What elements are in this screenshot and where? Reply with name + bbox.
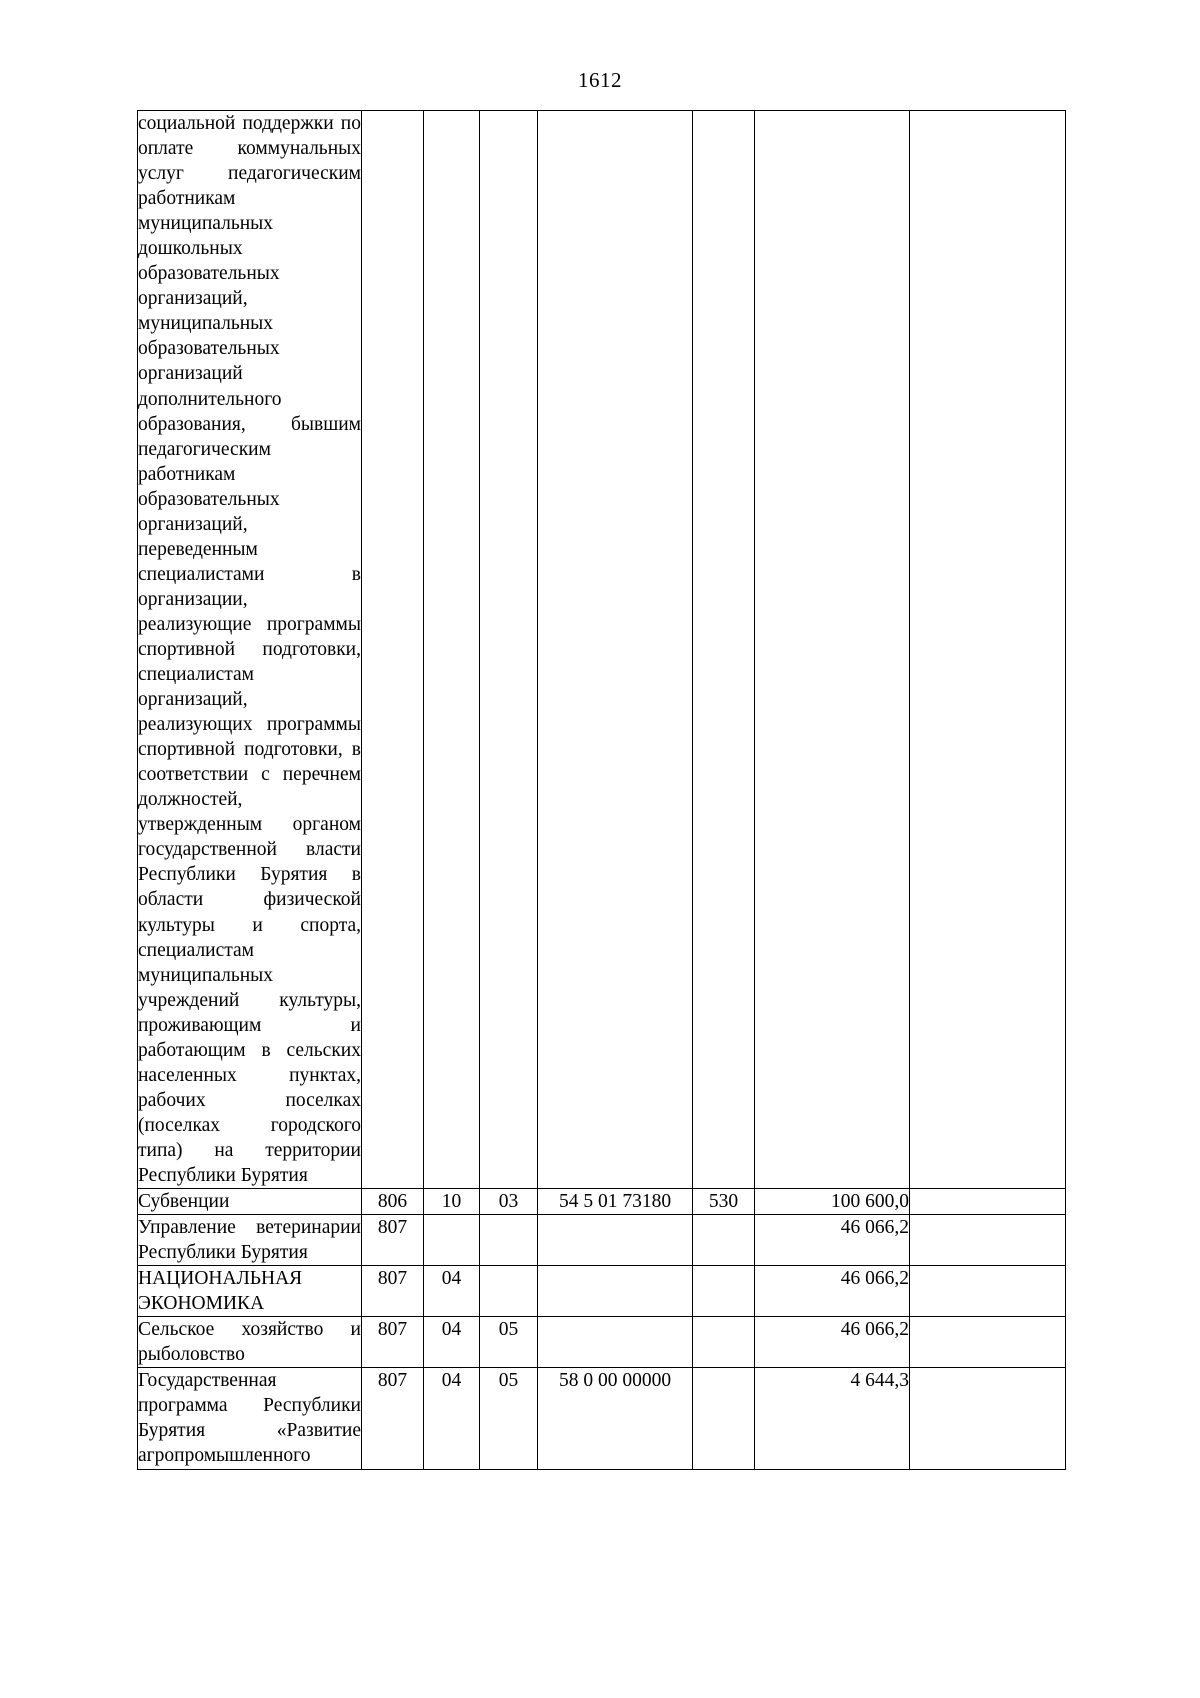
cell-sum <box>755 111 910 1189</box>
cell-razdel: 10 <box>424 1189 480 1215</box>
page-number: 1612 <box>578 68 622 92</box>
row-name: НАЦИОНАЛЬНАЯ ЭКОНОМИКА <box>138 1266 362 1317</box>
table-row <box>138 1215 1066 1266</box>
cell-vid <box>693 111 755 1189</box>
cell-vedom <box>362 111 424 1189</box>
cell-podrazdel <box>480 111 538 1189</box>
cell-razdel: 04 <box>424 1266 480 1317</box>
cell-razdel <box>424 111 480 1189</box>
cell-vid <box>693 1317 755 1368</box>
budget-table <box>137 110 1066 1470</box>
cell-razdel <box>424 1215 480 1266</box>
table-row <box>138 1317 1066 1368</box>
row-name-text: социальной поддержки по оплате коммунальных услуг педагогическим работникам муниципальных дошкольных образовательных организаций, муниципальных образовательных организаций дополнительного образования, бывшим педагогическим работникам образовательных организаций, переведенным специалистами в организации, реализующие программы спортивной подготовки, специалистам организаций, реализующих программы спортивной подготовки, в соответствии с перечнем должностей, утвержденным органом государственной власти Республики Бурятия в области физической культуры и спорта, специалистам муниципальных учреждений культуры, проживающим и работающим в сельских населенных пунктах, рабочих поселках (поселках городского типа) на территории Республики Бурятия <box>138 113 361 1186</box>
table-row <box>138 111 1066 1189</box>
cell-vedom: 807 <box>362 1215 424 1266</box>
cell-sum: 100 600,0 <box>755 1189 910 1215</box>
cell-target <box>538 1317 693 1368</box>
cell-vid <box>693 1215 755 1266</box>
cell-vid <box>693 1266 755 1317</box>
cell-vid <box>693 1368 755 1469</box>
cell-extra <box>910 1189 1066 1215</box>
cell-target <box>538 1266 693 1317</box>
cell-sum: 46 066,2 <box>755 1215 910 1266</box>
cell-sum: 46 066,2 <box>755 1317 910 1368</box>
cell-extra <box>910 1368 1066 1469</box>
cell-podrazdel: 05 <box>480 1317 538 1368</box>
cell-podrazdel: 03 <box>480 1189 538 1215</box>
cell-vedom: 806 <box>362 1189 424 1215</box>
cell-razdel: 04 <box>424 1317 480 1368</box>
cell-target: 58 0 00 00000 <box>538 1368 693 1469</box>
cell-extra <box>910 1215 1066 1266</box>
cell-podrazdel <box>480 1266 538 1317</box>
table-row <box>138 1189 1066 1215</box>
row-name: Управление ветеринарии Республики Бурятия <box>138 1215 362 1266</box>
row-name: Государственная программа Республики Бурятия «Развитие агропромышленного <box>138 1368 362 1469</box>
cell-target: 54 5 01 73180 <box>538 1189 693 1215</box>
cell-vedom: 807 <box>362 1266 424 1317</box>
cell-extra <box>910 111 1066 1189</box>
cell-target <box>538 1215 693 1266</box>
cell-sum: 4 644,3 <box>755 1368 910 1469</box>
row-name-continued <box>138 111 362 1189</box>
row-name: Сельское хозяйство и рыболовство <box>138 1317 362 1368</box>
cell-podrazdel <box>480 1215 538 1266</box>
row-name: Субвенции <box>138 1189 362 1215</box>
cell-extra <box>910 1317 1066 1368</box>
cell-razdel: 04 <box>424 1368 480 1469</box>
cell-extra <box>910 1266 1066 1317</box>
cell-target <box>538 111 693 1189</box>
table-row <box>138 1266 1066 1317</box>
cell-vid: 530 <box>693 1189 755 1215</box>
cell-vedom: 807 <box>362 1317 424 1368</box>
cell-podrazdel: 05 <box>480 1368 538 1469</box>
cell-vedom: 807 <box>362 1368 424 1469</box>
cell-sum: 46 066,2 <box>755 1266 910 1317</box>
table-row <box>138 1368 1066 1469</box>
